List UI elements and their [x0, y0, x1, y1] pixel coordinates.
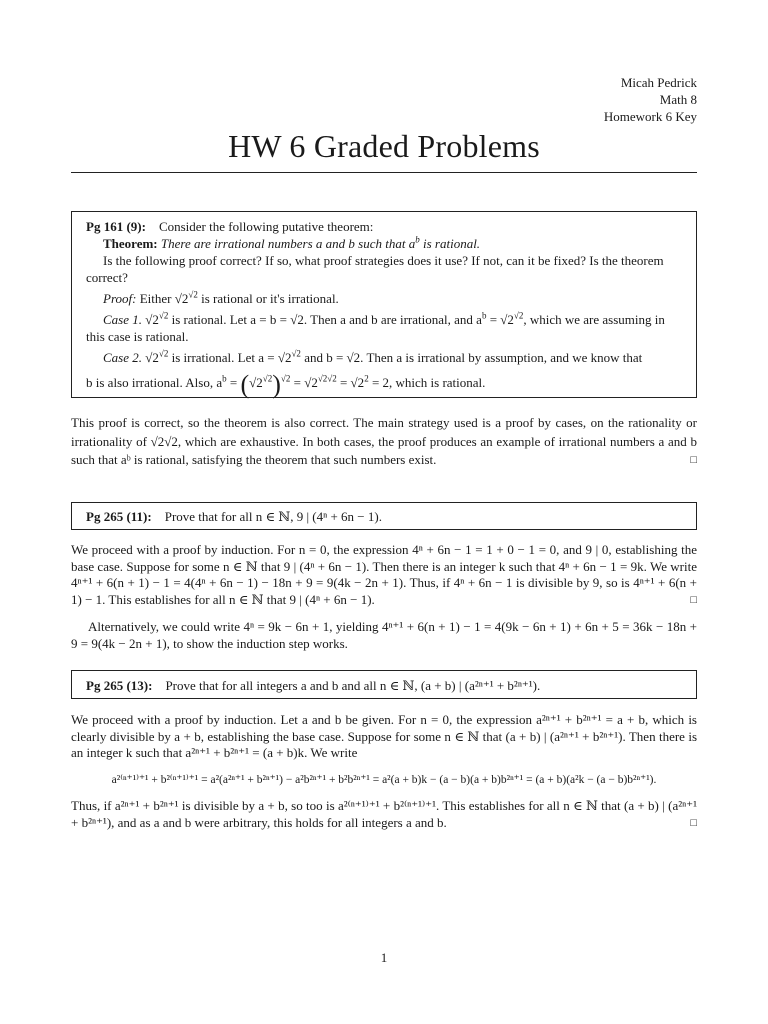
problem-1-statement: Consider the following putative theorem:: [158, 219, 374, 234]
page-title: HW 6 Graded Problems: [228, 128, 540, 164]
assignment-name: Homework 6 Key: [603, 109, 697, 124]
problem-2-solution: [71, 542, 697, 653]
problem-box-3: [71, 670, 697, 699]
author-name: Micah Pedrick: [620, 75, 697, 90]
qed-symbol: □: [690, 816, 697, 829]
proof-case-1: Case 1. $√2^{√2}$ is rational. Let a = b = √2. Then a and b are irrational, and $a^b = √2^{√2}$, which we are assuming in this case is rational.: [86, 310, 665, 344]
problem-3-label: Pg 265 (13):: [86, 678, 153, 693]
theorem-label: Theorem:: [103, 236, 158, 251]
proof-intro: Proof: Either $√2^{√2}$ is rational or it's irrational.: [103, 289, 339, 306]
document-page: [71, 0, 697, 1024]
problem-2-solution-p2: Alternatively, we could write 4ⁿ = 9k − 6n + 1, yielding 4ⁿ⁺¹ + 6(n + 1) − 1 = 4(9k − 6n + 1) + 6n + 5 = 36k − 18n + 9 = 9(4k − 2n + 1), to show the induction step works.: [71, 619, 697, 651]
qed-symbol: □: [690, 593, 697, 606]
case-2-label: Case 2.: [103, 350, 142, 365]
problem-3-equation: a²⁽ⁿ⁺¹⁾⁺¹ + b²⁽ⁿ⁺¹⁾⁺¹ = a²(a²ⁿ⁺¹ + b²ⁿ⁺¹) − a²b²ⁿ⁺¹ + b²b²ⁿ⁺¹ = a²(a + b)k − (a − b)(a + b)b²ⁿ⁺¹ = (a + b)(a²k − (a − b)b²ⁿ⁺¹).: [111, 773, 657, 786]
case-1-label: Case 1.: [103, 312, 142, 327]
problem-1-statement-line: [86, 218, 684, 235]
problem-3-solution-p2: Thus, if a²ⁿ⁺¹ + b²ⁿ⁺¹ is divisible by a + b, so too is a²⁽ⁿ⁺¹⁾⁺¹ + b²⁽ⁿ⁺¹⁾⁺¹. This establishes for all n ∈ ℕ that (a + b) | (a²ⁿ⁺¹ + b²ⁿ⁺¹), and as a and b were arbitrary, this holds for all integers a and b.: [71, 798, 697, 830]
problem-1-question: Is the following proof correct? If so, what proof strategies does it use? If not, can it be fixed? Is the theorem correct?: [86, 253, 664, 285]
problem-1-solution-text: This proof is correct, so the theorem is also correct. The main strategy used is a proof by cases, on the rationality or irrationality of √2√2, which are exhaustive. In both cases, the proof produces an example of irrational numbers a and b such that aᵇ is rational, satisfying the theorem that such numbers exist.: [71, 415, 697, 467]
problem-1-label: Pg 161 (9):: [86, 219, 146, 234]
problem-3-statement: Prove that for all integers a and b and all n ∈ ℕ, (a + b) | (a²ⁿ⁺¹ + b²ⁿ⁺¹).: [165, 678, 541, 693]
theorem-line: Theorem: There are irrational numbers a and b such that $a^b$ is rational.: [103, 234, 481, 251]
problem-box-1: [71, 211, 697, 398]
proof-label: Proof:: [103, 291, 137, 306]
qed-symbol: □: [690, 454, 697, 466]
course-name: Math 8: [659, 92, 697, 107]
proof-case-2: Case 2. $√2^{√2}$ is irrational. Let $a = √2^{√2}$ and b = √2. Then a is irrational by assumption, and we know that: [103, 348, 643, 365]
problem-2-label: Pg 265 (11):: [86, 509, 152, 524]
proof-case-2-conclusion: b is also irrational. Also, $a^b = (√2^{√2})^{√2} = √2^{√2√2} = √2^2 = 2$, which is rational.: [86, 370, 486, 399]
problem-2-statement: Prove that for all n ∈ ℕ, 9 | (4ⁿ + 6n − 1).: [164, 509, 382, 524]
title-rule: [71, 172, 697, 173]
theorem-text: There are irrational numbers a and b such that a: [160, 236, 416, 251]
problem-3-solution-p1: We proceed with a proof by induction. Let a and b be given. For n = 0, the expression a²ⁿ⁺¹ + b²ⁿ⁺¹ = a + b, which is clearly divisible by a + b, establishing the base case. Suppose for some n ∈ ℕ that (a + b) | (a²ⁿ⁺¹ + b²ⁿ⁺¹). Then there is an integer k such that a²ⁿ⁺¹ + b²ⁿ⁺¹ = (a + b)k. We write: [71, 712, 697, 761]
problem-box-2: [71, 502, 697, 530]
problem-2-solution-p1: We proceed with a proof by induction. For n = 0, the expression 4ⁿ + 6n − 1 = 1 + 0 − 1 = 0, and 9 | 0, establishing the base case. Suppose for some n ∈ ℕ that 9 | (4ⁿ + 6n − 1). Then there is an integer k such that 4ⁿ + 6n − 1 = 9k. We write 4ⁿ⁺¹ + 6(n + 1) − 1 = 4(4ⁿ + 6n − 1) − 18n + 9 = 9(4k − 2n + 1). Thus, if 4ⁿ + 6n − 1 is divisible by 9, so is 4ⁿ⁺¹ + 6(n + 1) − 1. This establishes for all n ∈ ℕ that 9 | (4ⁿ + 6n − 1).: [71, 542, 697, 607]
header-info: [604, 74, 697, 125]
problem-3-solution: [71, 712, 697, 832]
problem-1-solution: [71, 414, 697, 470]
page-number: 1: [380, 950, 388, 965]
